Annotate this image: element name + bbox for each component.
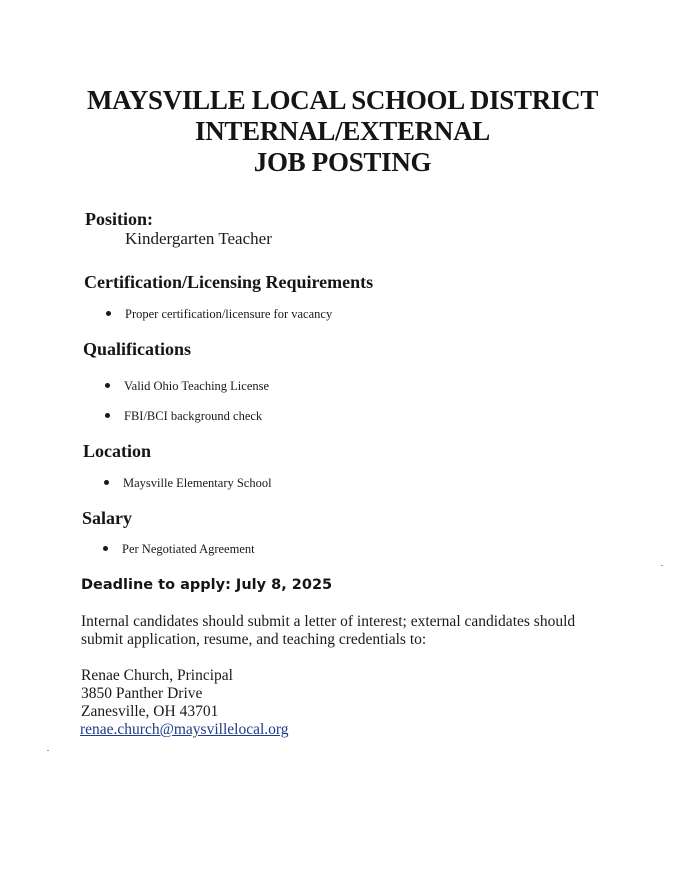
- posting-type-title: INTERNAL/EXTERNAL: [195, 116, 490, 146]
- job-posting-page: MAYSVILLE LOCAL SCHOOL DISTRICT INTERNAL/EXTERNAL JOB POSTING Position: Kindergarten Teacher Certification/Licensing Requirements Proper certification/licensure for vacancy Qualifications Valid Ohio Teaching License FBI/BCI background check Location Maysville Elementary School Salary Per Negotiated Agreement Deadline to apply: July 8, 2025 Internal candidates should submit a letter of interest; external candidates should submit application, resume, and teaching credentials to: Renae Church, Principal 3850 Panther Drive Zanesville, OH 43701 renae.church@maysvillelocal.org: [0, 0, 685, 885]
- job-posting-title: JOB POSTING: [253, 147, 432, 177]
- position-heading: Position:: [85, 209, 154, 229]
- scan-speck: [661, 565, 663, 566]
- bullet-icon: [104, 480, 109, 485]
- location-heading: Location: [83, 441, 152, 461]
- contact-email-link[interactable]: renae.church@maysvillelocal.org: [80, 721, 289, 738]
- district-title: MAYSVILLE LOCAL SCHOOL DISTRICT: [86, 85, 599, 115]
- bullet-icon: [105, 413, 110, 418]
- position-value: Kindergarten Teacher: [125, 229, 272, 248]
- salary-heading: Salary: [82, 508, 133, 528]
- bullet-icon: [105, 383, 110, 388]
- application-deadline: Deadline to apply: July 8, 2025: [81, 577, 333, 593]
- contact-name: Renae Church, Principal: [81, 667, 233, 684]
- bullet-icon: [103, 546, 108, 551]
- bullet-icon: [106, 311, 111, 316]
- contact-street: 3850 Panther Drive: [81, 685, 203, 702]
- certification-heading: Certification/Licensing Requirements: [84, 272, 374, 292]
- contact-city: Zanesville, OH 43701: [81, 703, 219, 720]
- scan-speck: [47, 750, 49, 751]
- qualifications-heading: Qualifications: [83, 339, 192, 359]
- application-instructions: Internal candidates should submit a letter of interest; external candidates should submit application, resume, and teaching credentials to:: [81, 613, 576, 648]
